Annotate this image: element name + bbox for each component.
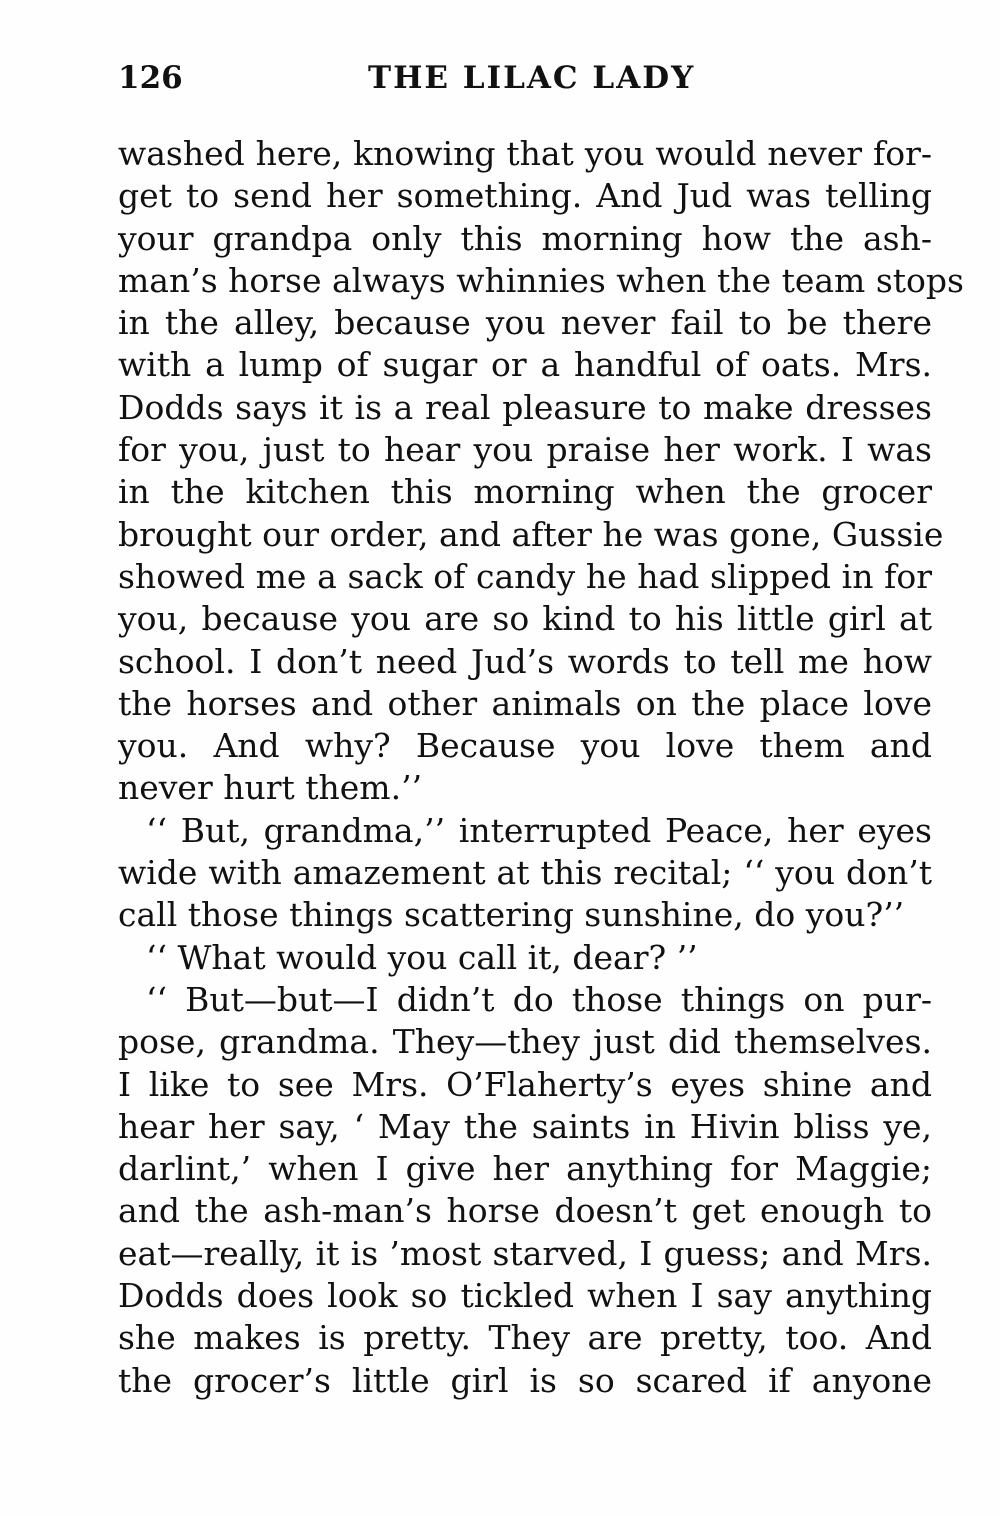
text-line: man’s horse always whinnies when the team stops bbox=[118, 260, 964, 300]
text-line: ‘‘ What would you call it, dear? ’’ bbox=[146, 937, 698, 977]
running-head: THE LILAC LADY bbox=[368, 60, 696, 96]
text-line: Dodds says it is a real pleasure to make dresses bbox=[118, 387, 932, 427]
text-line: you, because you are so kind to his little girl at bbox=[118, 599, 932, 639]
body-text bbox=[118, 133, 964, 1402]
page-header bbox=[118, 56, 938, 100]
text-line: eat—really, it is ’most starved, I guess; and Mrs. bbox=[118, 1233, 932, 1273]
text-line: brought our order, and after he was gone, Gussie bbox=[118, 514, 944, 554]
text-line: the grocer’s little girl is so scared if anyone bbox=[118, 1360, 932, 1400]
page-number: 126 bbox=[118, 60, 183, 96]
text-line: showed me a sack of candy he had slipped in for bbox=[118, 556, 932, 596]
text-line: with a lump of sugar or a handful of oats. Mrs. bbox=[118, 345, 932, 385]
text-line: in the alley, because you never fail to be there bbox=[118, 303, 932, 343]
text-line: I like to see Mrs. O’Flaherty’s eyes shine and bbox=[118, 1064, 932, 1104]
text-line: and the ash-man’s horse doesn’t get enough to bbox=[118, 1191, 932, 1231]
text-line: school. I don’t need Jud’s words to tell me how bbox=[118, 641, 932, 681]
text-line: ‘‘ But, grandma,’’ interrupted Peace, her eyes bbox=[146, 810, 932, 850]
text-line: darlint,’ when I give her anything for Maggie; bbox=[118, 1149, 932, 1189]
text-line: washed here, knowing that you would never for- bbox=[118, 134, 932, 173]
text-line: your grandpa only this morning how the ash- bbox=[118, 218, 932, 258]
text-line: ‘‘ But—but—I didn’t do those things on pur- bbox=[146, 979, 932, 1019]
text-line: never hurt them.’’ bbox=[118, 768, 423, 808]
text-line: call those things scattering sunshine, do you?’’ bbox=[118, 895, 905, 935]
text-line: the horses and other animals on the place love bbox=[118, 683, 932, 723]
text-line: wide with amazement at this recital; ‘‘ you don’t bbox=[118, 853, 932, 893]
text-line: hear her say, ‘ May the saints in Hivin bliss ye, bbox=[118, 1106, 932, 1146]
text-line: pose, grandma. They—they just did themselves. bbox=[118, 1022, 932, 1062]
text-line: for you, just to hear you praise her work. I was bbox=[118, 430, 932, 470]
text-line: get to send her something. And Jud was telling bbox=[118, 176, 932, 216]
text-line: you. And why? Because you love them and bbox=[118, 726, 932, 766]
text-line: she makes is pretty. They are pretty, too. And bbox=[118, 1318, 932, 1358]
text-line: in the kitchen this morning when the grocer bbox=[118, 472, 932, 512]
text-line: Dodds does look so tickled when I say anything bbox=[118, 1276, 932, 1316]
